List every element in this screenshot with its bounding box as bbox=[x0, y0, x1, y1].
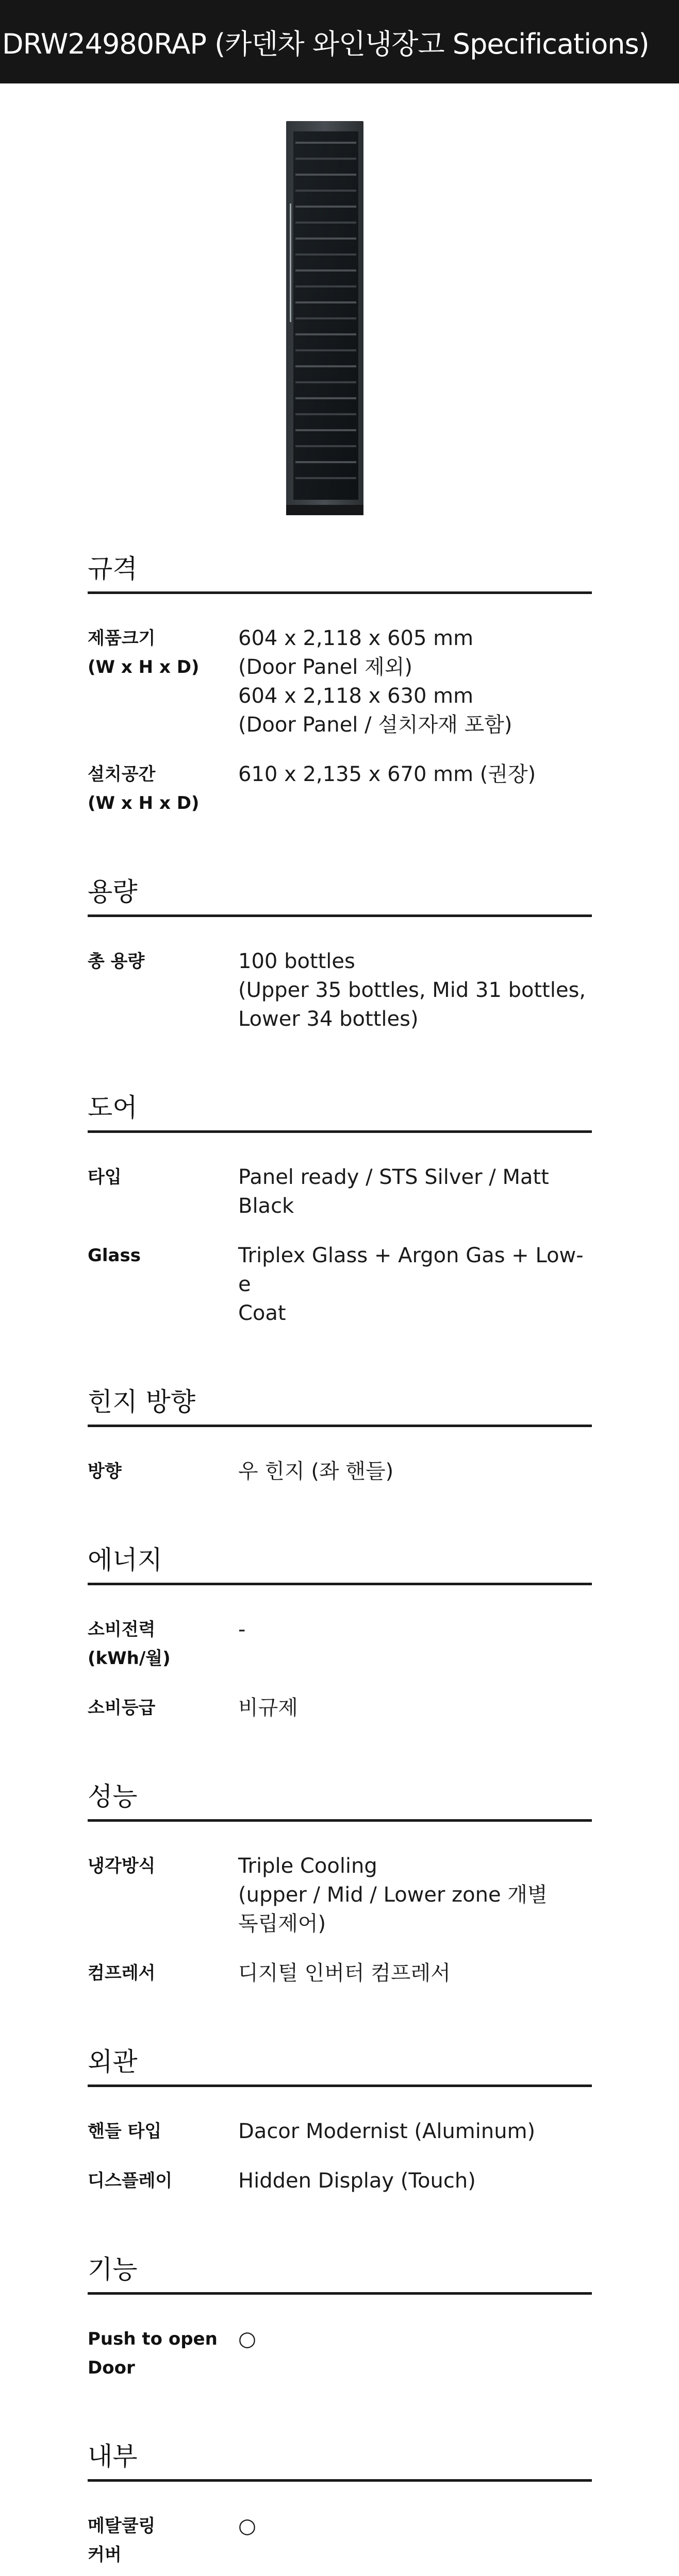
spec-row bbox=[88, 2166, 592, 2195]
spec-label: Push to open Door bbox=[88, 2329, 218, 2378]
shelf bbox=[295, 381, 356, 383]
title-bar bbox=[0, 0, 679, 83]
spec-value: - bbox=[238, 1618, 246, 1641]
spec-row bbox=[88, 2325, 592, 2382]
section-heading: 에너지 bbox=[88, 1543, 592, 1585]
shelf bbox=[295, 206, 356, 208]
shelf bbox=[295, 349, 356, 351]
spec-section bbox=[88, 874, 592, 1033]
spec-label: 설치공간 (W x H x D) bbox=[88, 764, 200, 814]
spec-value: 610 x 2,135 x 670 mm (권장) bbox=[238, 762, 536, 786]
spec-row bbox=[88, 1852, 592, 1938]
spec-value: ○ bbox=[238, 2514, 256, 2538]
section-heading: 힌지 방향 bbox=[88, 1384, 592, 1427]
section-heading: 성능 bbox=[88, 1779, 592, 1822]
spec-row bbox=[88, 624, 592, 739]
spec-label: 메탈쿨링 커버 bbox=[88, 2516, 156, 2565]
spec-value: Dacor Modernist (Aluminum) bbox=[238, 2120, 536, 2143]
shelf bbox=[295, 477, 356, 479]
wine-fridge-illustration bbox=[286, 121, 363, 515]
spec-table bbox=[88, 551, 592, 2576]
spec-label: 핸들 타입 bbox=[88, 2121, 162, 2142]
spec-row bbox=[88, 1693, 592, 1722]
section-heading: 도어 bbox=[88, 1090, 592, 1133]
spec-label: Glass bbox=[88, 1245, 141, 1266]
spec-value: Triple Cooling (upper / Mid / Lower zone 개별 독립제어) bbox=[238, 1854, 548, 1936]
spec-value: ○ bbox=[238, 2327, 256, 2351]
shelf bbox=[295, 317, 356, 319]
spec-row bbox=[88, 1615, 592, 1673]
spec-value: 디지털 인버터 컴프레서 bbox=[238, 1961, 451, 1985]
section-heading: 용량 bbox=[88, 874, 592, 917]
spec-row bbox=[88, 1163, 592, 1221]
spec-label: 방향 bbox=[88, 1461, 122, 1482]
spec-label: 제품크기 (W x H x D) bbox=[88, 628, 200, 677]
spec-label: 소비전력 (kWh/월) bbox=[88, 1619, 171, 1669]
spec-section bbox=[88, 1779, 592, 1988]
spec-row bbox=[88, 947, 592, 1033]
shelf bbox=[295, 222, 356, 224]
section-heading: 외관 bbox=[88, 2044, 592, 2087]
spec-section bbox=[88, 2439, 592, 2576]
shelf bbox=[295, 445, 356, 447]
spec-section bbox=[88, 2044, 592, 2195]
shelf bbox=[295, 333, 356, 335]
shelf bbox=[295, 174, 356, 176]
spec-row bbox=[88, 2117, 592, 2146]
shelf bbox=[295, 365, 356, 367]
section-heading: 규격 bbox=[88, 551, 592, 594]
shelf bbox=[295, 253, 356, 256]
section-heading: 내부 bbox=[88, 2439, 592, 2482]
shelf bbox=[295, 413, 356, 415]
spec-row bbox=[88, 2512, 592, 2569]
spec-value: Hidden Display (Touch) bbox=[238, 2169, 476, 2193]
spec-label: 냉각방식 bbox=[88, 1856, 156, 1876]
product-image bbox=[286, 121, 363, 515]
spec-label: 소비등급 bbox=[88, 1698, 156, 1718]
section-heading: 기능 bbox=[88, 2252, 592, 2295]
spec-section bbox=[88, 2252, 592, 2382]
spec-label: 컴프레서 bbox=[88, 1963, 156, 1984]
shelf bbox=[295, 190, 356, 192]
spec-value: 100 bottles (Upper 35 bottles, Mid 31 bottles, Lower 34 bottles) bbox=[238, 950, 586, 1031]
spec-section bbox=[88, 1090, 592, 1328]
shelf bbox=[295, 301, 356, 303]
spec-label: 디스플레이 bbox=[88, 2171, 173, 2191]
shelf bbox=[295, 269, 356, 272]
spec-row bbox=[88, 1457, 592, 1486]
spec-value: Triplex Glass + Argon Gas + Low-e Coat bbox=[238, 1244, 584, 1325]
shelf bbox=[295, 142, 356, 144]
spec-row bbox=[88, 1959, 592, 1988]
spec-section bbox=[88, 1384, 592, 1486]
spec-label: 총 용량 bbox=[88, 951, 145, 972]
shelf bbox=[295, 429, 356, 431]
spec-row bbox=[88, 760, 592, 818]
spec-value: 우 힌지 (좌 핸들) bbox=[238, 1460, 394, 1483]
shelf bbox=[295, 285, 356, 287]
spec-label: 타입 bbox=[88, 1167, 122, 1188]
shelf bbox=[295, 461, 356, 463]
spec-section bbox=[88, 1543, 592, 1722]
spec-value: Panel ready / STS Silver / Matt Black bbox=[238, 1165, 549, 1218]
spec-value: 비규제 bbox=[238, 1696, 298, 1720]
page-title: DRW24980RAP (카덴차 와인냉장고 Specifications) bbox=[2, 27, 649, 60]
spec-row bbox=[88, 1241, 592, 1328]
spec-value: 604 x 2,118 x 605 mm (Door Panel 제외) 604 x 2,118 x 630 mm (Door Panel / 설치자재 포함) bbox=[238, 626, 512, 737]
shelf bbox=[295, 397, 356, 399]
shelf bbox=[295, 238, 356, 240]
shelf bbox=[295, 158, 356, 160]
spec-section bbox=[88, 551, 592, 818]
